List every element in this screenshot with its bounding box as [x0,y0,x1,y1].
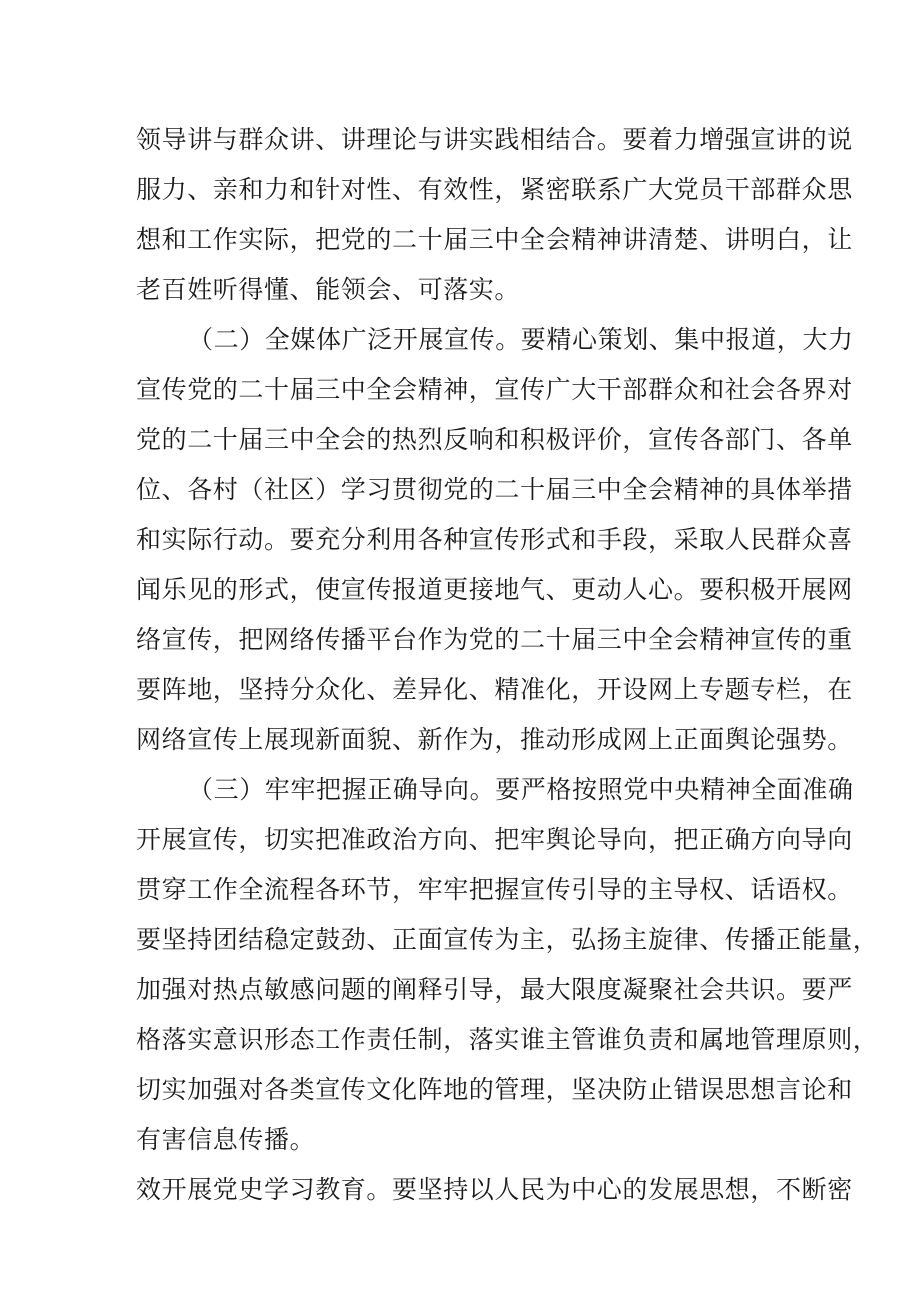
paragraph-line: 有害信息传播。 [136,1125,316,1154]
paragraph-line: 切实加强对各类宣传文化阵地的管理，坚决防止错误思想言论和 [136,1075,853,1104]
paragraph-line: 要阵地，坚持分众化、差异化、精准化，开设网上专题专栏，在 [136,675,853,704]
paragraph-line: 服力、亲和力和针对性、有效性，紧密联系广大党员干部群众思 [136,175,853,204]
paragraph-line: 领导讲与群众讲、讲理论与讲实践相结合。要着力增强宣讲的说 [136,125,853,154]
paragraph-line: 老百姓听得懂、能领会、可落实。 [136,275,521,304]
paragraph-line: 闻乐见的形式，使宣传报道更接地气、更动人心。要积极开展网 [136,575,853,604]
paragraph-line: 和实际行动。要充分利用各种宣传形式和手段，采取人民群众喜 [136,525,853,554]
paragraph-line: 贯穿工作全流程各环节，牢牢把握宣传引导的主导权、话语权。 [136,875,853,904]
paragraph-line: 网络宣传上展现新面貌、新作为，推动形成网上正面舆论强势。 [136,725,853,754]
section-heading-line: （二）全媒体广泛开展宣传。要精心策划、集中报道，大力 [188,325,854,354]
paragraph-line: 效开展党史学习教育。要坚持以人民为中心的发展思想，不断密 [136,1175,853,1204]
paragraph-line: 位、各村（社区）学习贯彻党的二十届三中全会精神的具体举措 [136,475,853,504]
paragraph-line: 开展宣传，切实把准政治方向、把牢舆论导向，把正确方向导向 [136,825,853,854]
paragraph-line: 格落实意识形态工作责任制，落实谁主管谁负责和属地管理原则， [136,1025,879,1054]
paragraph-line: 党的二十届三中全会的热烈反响和积极评价，宣传各部门、各单 [136,425,853,454]
paragraph-line: 要坚持团结稳定鼓劲、正面宣传为主，弘扬主旋律、传播正能量， [136,925,879,954]
section-heading-line: （三）牢牢把握正确导向。要严格按照党中央精神全面准确 [188,775,854,804]
paragraph-line: 络宣传，把网络传播平台作为党的二十届三中全会精神宣传的重 [136,625,853,654]
paragraph-line: 宣传党的二十届三中全会精神，宣传广大干部群众和社会各界对 [136,375,853,404]
paragraph-line: 加强对热点敏感问题的阐释引导，最大限度凝聚社会共识。要严 [136,975,853,1004]
paragraph-line: 想和工作实际，把党的二十届三中全会精神讲清楚、讲明白，让 [136,225,853,254]
